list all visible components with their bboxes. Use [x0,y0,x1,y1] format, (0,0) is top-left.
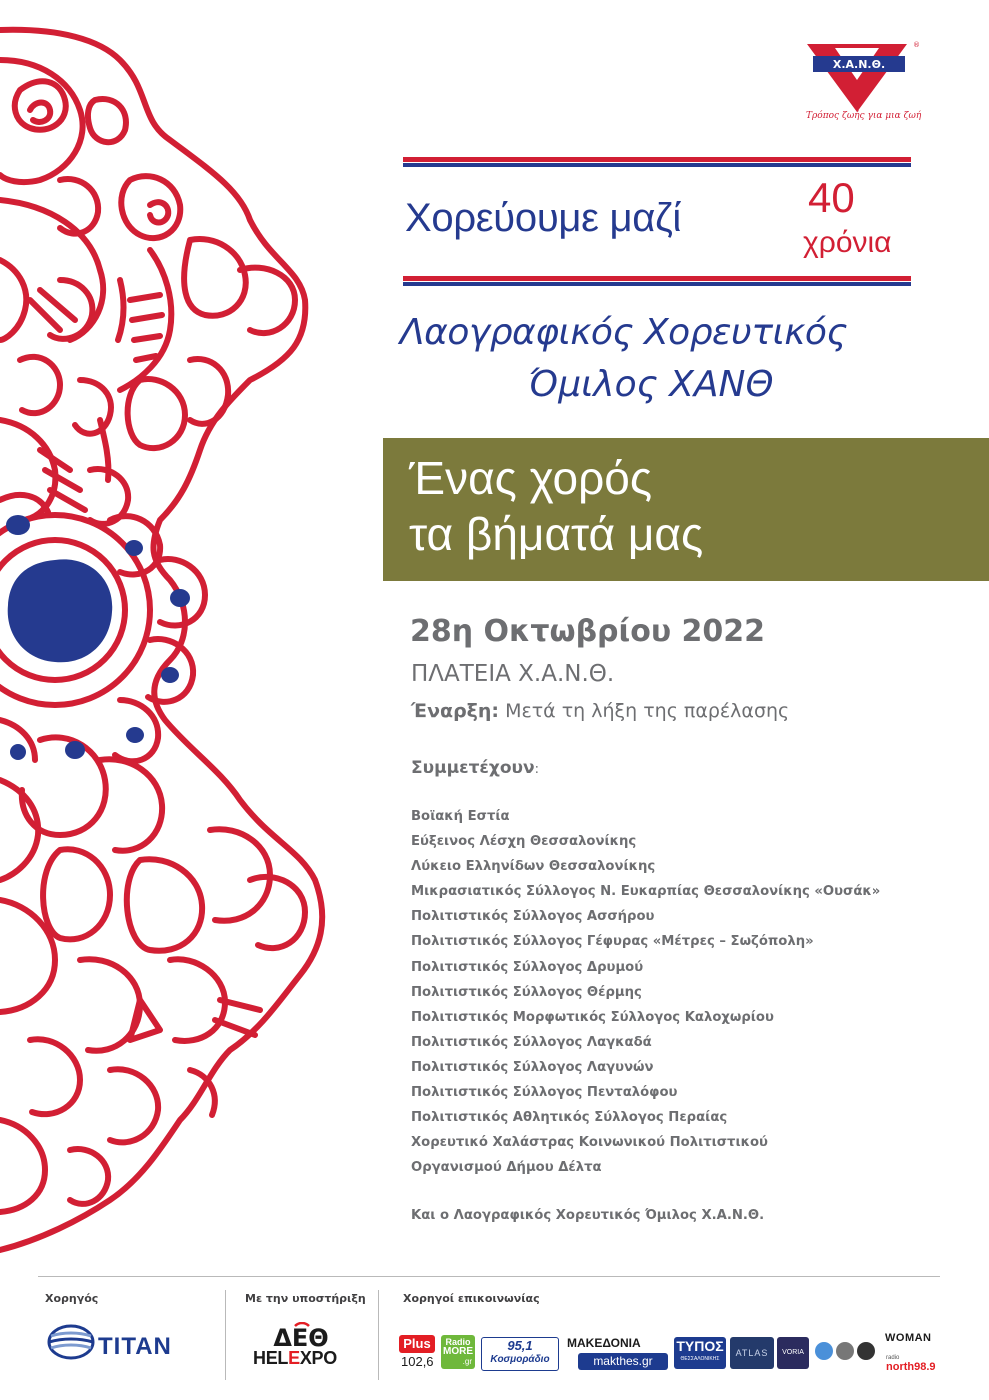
org-name-line1: Λαογραφικός Χορευτικός [400,312,848,353]
plus-radio-logo: Plus [399,1335,435,1353]
list-item: Χορευτικό Χαλάστρας Κοινωνικού Πολιτιστικού [411,1135,768,1151]
list-item: Πολιτιστικός Σύλλογος Θέρμης [411,984,642,1000]
sponsor-label: Χορηγός [45,1292,99,1305]
plus-radio-frequency: 102,6 [401,1354,434,1369]
list-item: Λύκειο Ελληνίδων Θεσσαλονίκης [411,859,656,875]
media-sponsors-label: Χορηγοί επικοινωνίας [403,1292,540,1305]
bottom-red-rule [403,276,911,281]
helexpo-text: HELEXPO [253,1348,337,1368]
start-label: Έναρξη: [411,700,500,722]
makedonia-logo: ΜΑΚΕΔΟΝΙΑ [567,1336,641,1350]
tagline-line1: Ένας χορός [409,452,653,504]
list-item: Πολιτιστικός Σύλλογος Λαγκαδά [411,1034,652,1050]
radio-station-icon [836,1342,854,1360]
list-item: Εύξεινος Λέσχη Θεσσαλονίκης [411,834,637,850]
top-blue-rule [403,163,911,167]
north-radio-prefix: radio [886,1355,900,1361]
voria-logo: VORIA [777,1337,809,1369]
footer-separator [378,1290,379,1380]
makthes-logo: makthes.gr [578,1353,668,1370]
tagline-line2: τα βήματά μας [409,508,704,560]
list-item: Μικρασιατικός Σύλλογος Ν. Ευκαρπίας Θεσσαλονίκης «Ουσάκ» [411,884,881,900]
radio-station-icon [815,1342,833,1360]
list-item: Πολιτιστικός Σύλλογος Πενταλόφου [411,1085,678,1101]
list-item: Πολιτιστικός Σύλλογος Δρυμού [411,959,644,975]
folk-ornament-illustration [0,0,380,1260]
anniversary-word: χρόνια [803,226,892,259]
list-item: Πολιτιστικός Σύλλογος Γέφυρας «Μέτρες – Σωζόπολη» [411,934,814,950]
radio-station-icon [857,1342,875,1360]
logo-text: Χ.Α.Ν.Θ. [832,58,886,71]
support-label: Με την υποστήριξη [245,1292,366,1305]
logo-slogan: Τρόπος ζωής για μια ζωή [806,111,922,121]
svg-text:ΔΕΘ: ΔΕΘ [273,1324,329,1352]
top-red-rule [403,157,911,162]
radio-more-logo: Radio MORE .gr [441,1335,475,1369]
kosmoradio-logo: 95,1 Κοσμοράδιο [481,1337,559,1371]
event-venue: ΠΛΑΤΕΙΑ Χ.Α.Ν.Θ. [411,661,615,687]
event-start [411,700,789,722]
list-item: Πολιτιστικός Μορφωτικός Σύλλογος Καλοχωρίου [411,1009,774,1025]
org-name-line2: Όμιλος ΧΑΝΘ [528,364,774,405]
typos-logo: ΤΥΠΟΣ ΘΕΣΣΑΛΟΝΙΚΗΣ [674,1337,726,1369]
list-item: Πολιτιστικός Αθλητικός Σύλλογος Περαίας [411,1110,728,1126]
svg-text:®: ® [913,41,920,49]
participants-heading-text: Συμμετέχουν [411,758,535,778]
woman-logo: WOMAN [885,1332,932,1344]
bottom-blue-rule [403,282,911,286]
list-item: Πολιτιστικός Σύλλογος Ασσήρου [411,909,655,925]
footer-divider [38,1276,940,1277]
titan-logo-text: TITAN [98,1333,172,1360]
list-item: Οργανισμού Δήμου Δέλτα [411,1160,602,1176]
subtitle-dance-together: Χορεύουμε μαζί [405,196,681,240]
start-value: Μετά τη λήξη της παρέλασης [505,700,790,722]
north-radio-logo: north98.9 [886,1361,936,1373]
footer-separator [225,1290,226,1380]
list-item: Βοϊακή Εστία [411,809,510,824]
anniversary-number: 40 [808,174,855,221]
participants-list [411,806,880,1182]
participants-heading: Συμμετέχουν: [411,758,539,778]
event-date: 28η Οκτωβρίου 2022 [410,614,766,649]
atlas-logo: ATLAS [730,1337,774,1369]
list-item: Πολιτιστικός Σύλλογος Λαγυνών [411,1059,654,1075]
participants-closing: Και ο Λαογραφικός Χορευτικός Όμιλος Χ.Α.Ν.Θ. [411,1208,765,1223]
